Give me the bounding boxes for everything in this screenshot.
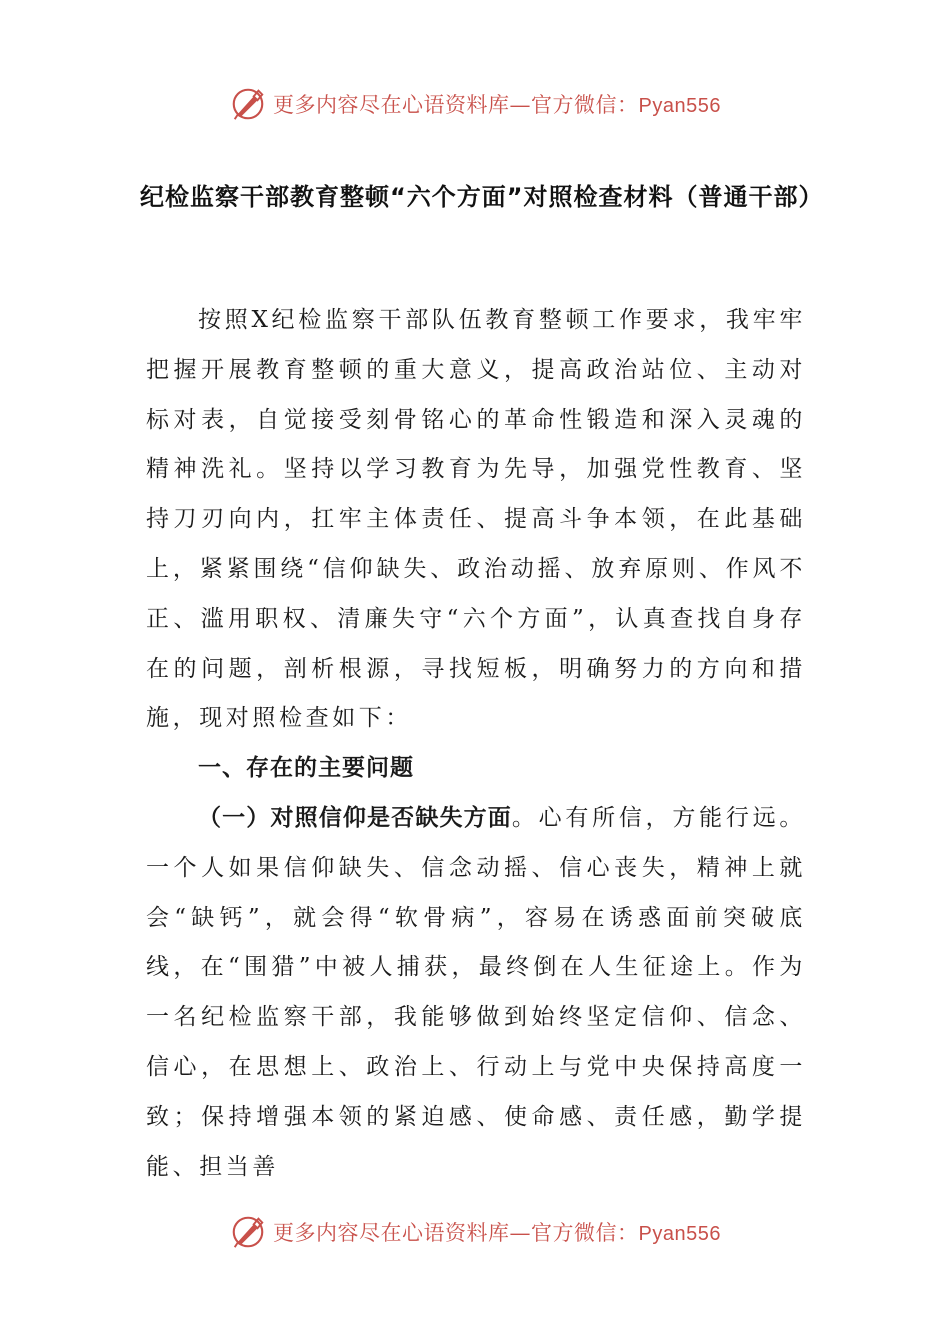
sub-section-heading: （一）对照信仰是否缺失方面 [198,804,512,831]
sub-section-paragraph [146,794,806,1192]
watermark-footer [0,1210,950,1254]
watermark-wechat-id: Pyan556 [638,1223,721,1245]
watermark-text: 更多内容尽在心语资料库—官方微信： [273,1221,639,1245]
intro-paragraph: 按照X纪检监察干部队伍教育整顿工作要求，我牢牢把握开展教育整顿的重大意义，提高政治站位、主动对标对表，自觉接受刻骨铭心的革命性锻造和深入灵魂的精神洗礼。坚持以学习教育为先导，加强党性教育、坚持刀刃向内，扛牢主体责任、提高斗争本领，在此基础上，紧紧围绕“信仰缺失、政治动摇、放弃原则、作风不正、滥用职权、清廉失守“六个方面”，认真查找自身存在的问题，剖析根源，寻找短板，明确努力的方向和措施，现对照检查如下： [146,307,806,732]
pen-nib-icon [229,1213,267,1251]
watermark-header [0,82,950,126]
sub-section-text: 。心有所信，方能行远。一个人如果信仰缺失、信念动摇、信心丧失，精神上就会“缺钙”，就会得“软骨病”，容易在诱惑面前突破底线，在“围猎”中被人捕获，最终倒在人生征途上。作为一名纪检监察干部，我能够做到始终坚定信仰、信念、信心，在思想上、政治上、行动上与党中央保持高度一致；保持增强本领的紧迫感、使命感、责任感，勤学提能、担当善 [146,804,806,1180]
section-heading: 一、存在的主要问题 [198,755,414,782]
document-body [146,296,806,1192]
watermark-wechat-id: Pyan556 [638,95,721,117]
document-title: 纪检监察干部教育整顿“六个方面”对照检查材料（普通干部） [140,183,824,211]
pen-nib-icon [229,85,267,123]
watermark-text: 更多内容尽在心语资料库—官方微信： [273,93,639,117]
